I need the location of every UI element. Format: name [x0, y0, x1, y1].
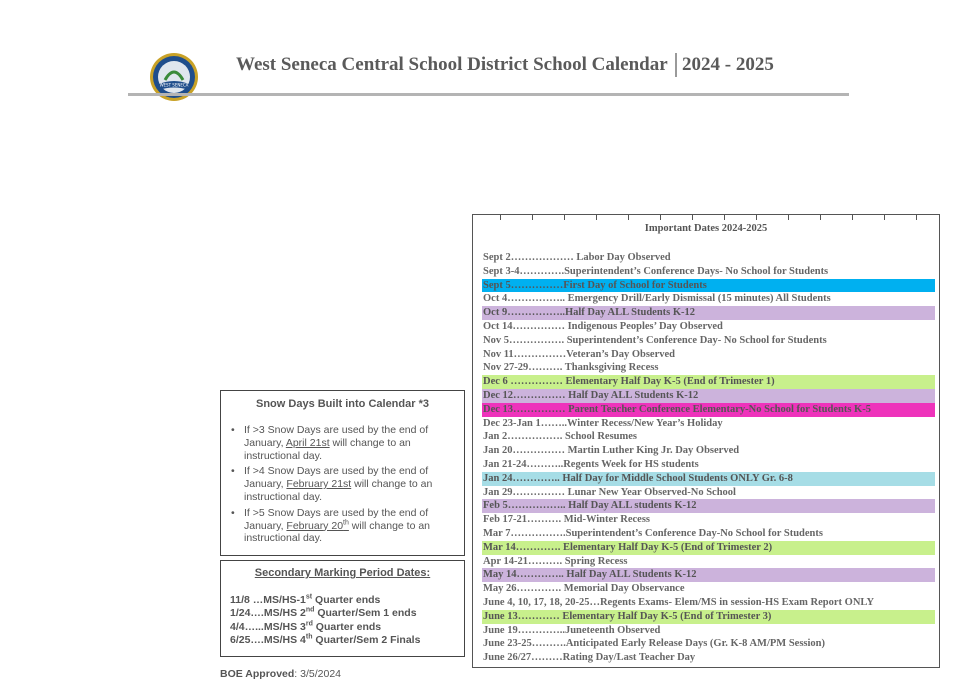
important-dates-panel: [472, 214, 940, 668]
date-row: June 4, 10, 17, 18, 20-25…Regents Exams- Elem/MS in session-HS Exam Report ONLY: [483, 596, 875, 608]
date-row: Mar 7…………….Superintendent’s Conference Day-No School for Students: [483, 527, 823, 539]
date-row: Mar 14…………. Elementary Half Day K-5 (End of Trimester 2): [482, 541, 935, 555]
snow-day-text: will change to an instructional day.: [244, 436, 411, 462]
date-row: Feb 17-21………. Mid-Winter Recess: [483, 514, 651, 526]
date-row: May 26…………. Memorial Day Observance: [483, 583, 685, 595]
date-row: Dec 12…………… Half Day ALL Students K-12: [482, 389, 935, 403]
snow-day-item: [231, 465, 461, 503]
marking-periods-box: [220, 560, 465, 657]
marking-period-row: 4/4…...MS/HS 3rd Quarter ends: [230, 620, 382, 633]
date-row: Sept 3-4………….Superintendent’s Conference Days- No School for Students: [483, 265, 829, 277]
title-separator: [675, 53, 677, 77]
snow-day-text: will change to an instructional day.: [244, 478, 433, 503]
date-row: Jan 29…………… Lunar New Year Observed-No School: [483, 486, 736, 498]
snow-day-date: February 21st: [286, 478, 352, 491]
date-row: Oct 4…………….. Emergency Drill/Early Dismissal (15 minutes) All Students: [483, 293, 831, 305]
date-row: June 13………… Elementary Half Day K-5 (End of Trimester 3): [482, 610, 935, 624]
snow-days-title: Snow Days Built into Calendar *3: [256, 398, 429, 410]
marking-period-row: 11/8 …MS/HS-1st Quarter ends: [230, 593, 381, 606]
snow-day-item: [231, 507, 461, 545]
header-rule: [128, 93, 849, 96]
date-row: Nov 11……………Veteran’s Day Observed: [483, 348, 676, 360]
date-row: Sept 2……………… Labor Day Observed: [483, 252, 671, 263]
snow-day-text: If >4 Snow Days are used by the end of January,: [244, 465, 429, 491]
snow-day-item: [231, 424, 461, 462]
date-row: May 14………….. Half Day ALL Students K-12: [482, 568, 935, 582]
important-dates-title: Important Dates 2024-2025: [644, 223, 768, 234]
boe-date: : 3/5/2024: [294, 668, 342, 680]
snow-day-date: April 21st: [285, 436, 330, 449]
date-row: Oct 14…………… Indigenous Peoples’ Day Observed: [483, 320, 723, 332]
date-row: Dec 13…………… Parent Teacher Conference Elementary-No School for Students K-5: [482, 403, 935, 417]
boe-label: BOE Approved: [220, 668, 295, 680]
marking-periods-list: [230, 594, 420, 647]
date-row: June 19…………..Juneteenth Observed: [483, 624, 661, 636]
school-year: 2024 - 2025: [682, 54, 774, 75]
date-row: Dec 23-Jan 1……..Winter Recess/New Year’s Holiday: [483, 417, 723, 429]
ruler-ticks: [473, 215, 939, 221]
snow-day-text: If >5 Snow Days are used by the end of January,: [244, 506, 429, 532]
bullet-icon: •: [231, 465, 235, 478]
date-row: Jan 2……………. School Resumes: [483, 431, 638, 443]
snow-day-text: If >3 Snow Days are used by the end of January,: [244, 424, 429, 449]
date-row: Dec 6 …………… Elementary Half Day K-5 (End of Trimester 1): [482, 375, 935, 389]
date-row: Nov 5……………. Superintendent’s Conference Day- No School for Students: [483, 334, 827, 346]
snow-days-list: [231, 424, 461, 548]
date-row: Oct 9……………..Half Day ALL Students K-12: [482, 306, 935, 320]
date-row: June 23-25……….Anticipated Early Release Days (Gr. K-8 AM/PM Session): [483, 638, 826, 650]
snow-days-box: [220, 390, 465, 556]
logo-band-text: WEST SENECA: [159, 82, 189, 88]
date-row: June 26/27………Rating Day/Last Teacher Day: [483, 652, 696, 664]
snow-day-text: will change to an instructional day.: [244, 519, 431, 545]
bullet-icon: •: [231, 506, 235, 519]
marking-period-row: 1/24….MS/HS 2nd Quarter/Sem 1 ends: [230, 606, 417, 620]
date-row: Sept 5……………First Day of School for Students: [482, 279, 935, 293]
date-row: Nov 27-29………. Thanksgiving Recess: [483, 362, 659, 374]
marking-period-row: 6/25….MS/HS 4th Quarter/Sem 2 Finals: [230, 633, 421, 646]
date-row: Jan 20…………… Martin Luther King Jr. Day Observed: [483, 445, 740, 457]
page-title: West Seneca Central School District School Calendar: [236, 54, 668, 75]
date-row: Feb 5…………….. Half Day ALL students K-12: [482, 499, 935, 513]
snow-day-date: February 20th: [286, 519, 349, 532]
important-dates-list: [482, 251, 935, 665]
date-row: Apr 14-21………. Spring Recess: [483, 555, 628, 567]
date-row: Jan 21-24………..Regents Week for HS students: [483, 458, 699, 470]
marking-periods-title: Secondary Marking Period Dates:: [254, 567, 431, 579]
bullet-icon: •: [231, 424, 235, 436]
date-row: Jan 24………….. Half Day for Middle School Students ONLY Gr. 6-8: [482, 472, 935, 486]
boe-approved: [220, 668, 341, 680]
